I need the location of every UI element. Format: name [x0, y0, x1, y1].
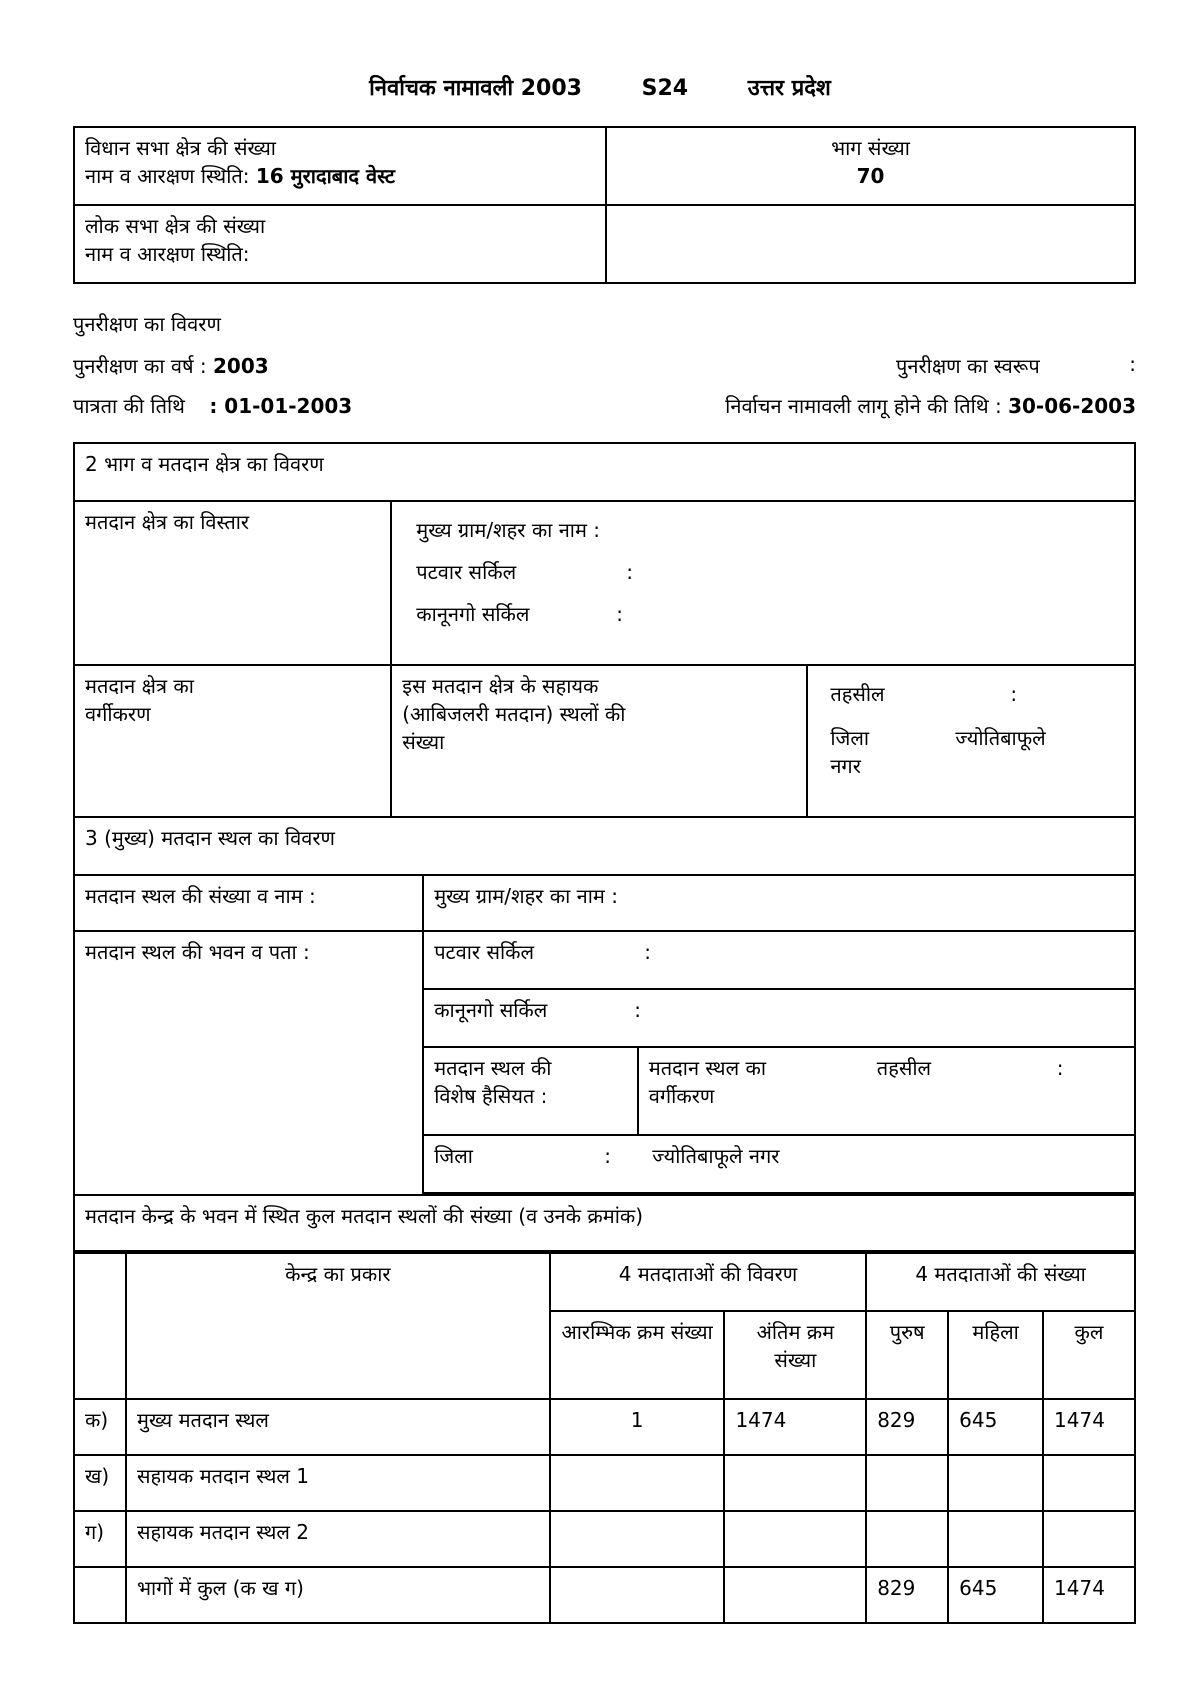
- aux-stations: [391, 665, 807, 817]
- station-special-status: [423, 1047, 638, 1135]
- area-tehsil-colon: :: [1010, 682, 1018, 706]
- row-end: [724, 1455, 866, 1511]
- special-label-1: मतदान स्थल की: [434, 1056, 552, 1080]
- station-patwar: [423, 931, 1135, 989]
- extent-details: [391, 501, 1135, 665]
- row-male: 829: [866, 1567, 948, 1623]
- station-class-label-2: वर्गीकरण: [648, 1084, 715, 1108]
- station-kanungo: [423, 989, 1135, 1047]
- row-start: [550, 1567, 725, 1623]
- station-patwar-colon: :: [644, 940, 651, 964]
- lok-sabha-cell: [74, 205, 606, 283]
- male-header: पुरुष: [866, 1311, 948, 1399]
- row-type: सहायक मतदान स्थल 1: [126, 1455, 550, 1511]
- voter-count-header: 4 मतदाताओं की संख्या: [866, 1253, 1135, 1311]
- part-cell: [606, 127, 1135, 205]
- station-kanungo-label: कानूनगो सर्किल: [434, 998, 548, 1022]
- section3-heading: 3 (मुख्य) मतदान स्थल का विवरण: [74, 817, 1135, 875]
- station-kanungo-colon: :: [634, 998, 641, 1022]
- station-district-colon: :: [604, 1144, 611, 1168]
- row-male: [866, 1455, 948, 1511]
- revision-type-label: पुनरीक्षण का स्वरूप: [896, 354, 1040, 378]
- revision-year: [73, 352, 269, 379]
- extent-kanungo-colon: :: [616, 602, 624, 626]
- applicable-label: निर्वाचन नामावली लागू होने की तिथि :: [725, 394, 1002, 418]
- table-row: [74, 1399, 1135, 1455]
- row-start: [550, 1511, 725, 1567]
- station-district: [423, 1135, 1135, 1193]
- part-number: 70: [856, 164, 885, 188]
- station-tehsil-colon: :: [1056, 1056, 1064, 1080]
- area-class-label-2: वर्गीकरण: [85, 702, 151, 726]
- total-stations-label: मतदान केन्द्र के भवन में स्थित कुल मतदान स्थलों की संख्या (व उनके क्रमांक): [74, 1195, 1135, 1251]
- row-end: [724, 1567, 866, 1623]
- station-no-name: मतदान स्थल की संख्या व नाम :: [74, 875, 423, 931]
- tehsil-district-cell: [807, 665, 1135, 817]
- total-header: कुल: [1043, 1311, 1135, 1399]
- station-district-value: ज्योतिबाफूले नगर: [652, 1144, 780, 1168]
- station-class-label-1: मतदान स्थल का: [648, 1056, 767, 1080]
- area-tehsil: [830, 680, 1124, 708]
- lok-sabha-value-cell: [606, 205, 1135, 283]
- state-name: उत्तर प्रदेश: [747, 76, 831, 101]
- female-header: महिला: [948, 1311, 1043, 1399]
- lok-sabha-label-1: लोक सभा क्षेत्र की संख्या: [85, 214, 266, 238]
- station-patwar-label: पटवार सर्किल: [434, 940, 535, 964]
- row-mark: क): [74, 1399, 126, 1455]
- applicable-date: [725, 392, 1136, 419]
- revision-heading: पुनरीक्षण का विवरण: [73, 312, 221, 336]
- row-start: 1: [550, 1399, 725, 1455]
- row-type: भागों में कुल (क ख ग): [126, 1567, 550, 1623]
- row-end: [724, 1511, 866, 1567]
- row-female: 645: [948, 1567, 1043, 1623]
- eligibility-date: [73, 392, 352, 419]
- aux-label-3: संख्या: [402, 730, 445, 754]
- row-total: [1043, 1455, 1135, 1511]
- page-header: [0, 72, 1200, 102]
- assembly-line-2: [85, 162, 595, 190]
- extent-patwar-label: पटवार सर्किल: [416, 560, 517, 584]
- revision-year-value: 2003: [213, 354, 269, 378]
- area-class-label-1: मतदान क्षेत्र का: [85, 674, 194, 698]
- station-district-label: जिला: [434, 1144, 473, 1168]
- row-type: सहायक मतदान स्थल 2: [126, 1511, 550, 1567]
- area-tehsil-label: तहसील: [830, 682, 885, 706]
- aux-label-2: (आबिजलरी मतदान) स्थलों की: [402, 702, 626, 726]
- station-tehsil-label: तहसील: [876, 1056, 932, 1080]
- assembly-label-1: विधान सभा क्षेत्र की संख्या: [85, 136, 276, 160]
- revision-type-colon: :: [1129, 352, 1136, 376]
- extent-patwar-colon: :: [626, 560, 634, 584]
- roll-title: निर्वाचक नामावली 2003: [369, 76, 582, 101]
- area-district-label-2: नगर: [830, 754, 861, 778]
- row-mark: ग): [74, 1511, 126, 1567]
- assembly-value: 16 मुरादाबाद वेस्ट: [255, 164, 395, 188]
- lok-sabha-label-2: नाम व आरक्षण स्थिति:: [85, 242, 250, 266]
- extent-kanungo: [416, 600, 1124, 628]
- row-mark: [74, 1567, 126, 1623]
- eligibility-label: पात्रता की तिथि: [73, 394, 185, 418]
- station-building-address: मतदान स्थल की भवन व पता :: [74, 931, 423, 1195]
- assembly-label-2: नाम व आरक्षण स्थिति:: [85, 164, 250, 188]
- row-female: 645: [948, 1399, 1043, 1455]
- revision-type: [896, 352, 1136, 379]
- area-classification: [74, 665, 391, 817]
- voter-details-header: 4 मतदाताओं की विवरण: [550, 1253, 866, 1311]
- section2-heading: 2 भाग व मतदान क्षेत्र का विवरण: [74, 443, 1135, 501]
- table-row: [74, 1511, 1135, 1567]
- row-male: [866, 1511, 948, 1567]
- extent-main-village: मुख्य ग्राम/शहर का नाम :: [416, 518, 601, 542]
- state-code: S24: [641, 76, 689, 101]
- row-total: 1474: [1043, 1399, 1135, 1455]
- start-serial-header: आरम्भिक क्रम संख्या: [550, 1311, 725, 1399]
- row-male: 829: [866, 1399, 948, 1455]
- applicable-value: 30-06-2003: [1008, 394, 1136, 418]
- eligibility-value: : 01-01-2003: [209, 394, 353, 418]
- extent-label: मतदान क्षेत्र का विस्तार: [74, 501, 391, 665]
- part-label: भाग संख्या: [831, 136, 910, 160]
- aux-label-1: इस मतदान क्षेत्र के सहायक: [402, 674, 599, 698]
- area-district: [830, 724, 1124, 752]
- row-total: 1474: [1043, 1567, 1135, 1623]
- row-mark: ख): [74, 1455, 126, 1511]
- station-type-header: केन्द्र का प्रकार: [126, 1253, 550, 1399]
- station-classification: [638, 1047, 1135, 1135]
- row-female: [948, 1511, 1043, 1567]
- assembly-cell: [74, 127, 606, 205]
- end-serial-header: अंतिम क्रम संख्या: [724, 1311, 866, 1399]
- polling-area-table: [73, 442, 1136, 1252]
- special-label-2: विशेष हैसियत :: [434, 1084, 548, 1108]
- revision-year-label: पुनरीक्षण का वर्ष :: [73, 354, 207, 378]
- area-district-value: ज्योतिबाफूले: [955, 726, 1046, 750]
- table-row: [74, 1567, 1135, 1623]
- table-row: [74, 1455, 1135, 1511]
- row-start: [550, 1455, 725, 1511]
- station-main-village: मुख्य ग्राम/शहर का नाम :: [423, 875, 1135, 931]
- voters-mark-header: [74, 1253, 126, 1399]
- row-female: [948, 1455, 1043, 1511]
- voters-table: [73, 1252, 1136, 1624]
- extent-kanungo-label: कानूनगो सर्किल: [416, 602, 530, 626]
- extent-patwar: [416, 558, 1124, 586]
- row-type: मुख्य मतदान स्थल: [126, 1399, 550, 1455]
- row-end: 1474: [724, 1399, 866, 1455]
- area-district-label: जिला: [830, 726, 870, 750]
- constituency-table: [73, 126, 1136, 284]
- row-total: [1043, 1511, 1135, 1567]
